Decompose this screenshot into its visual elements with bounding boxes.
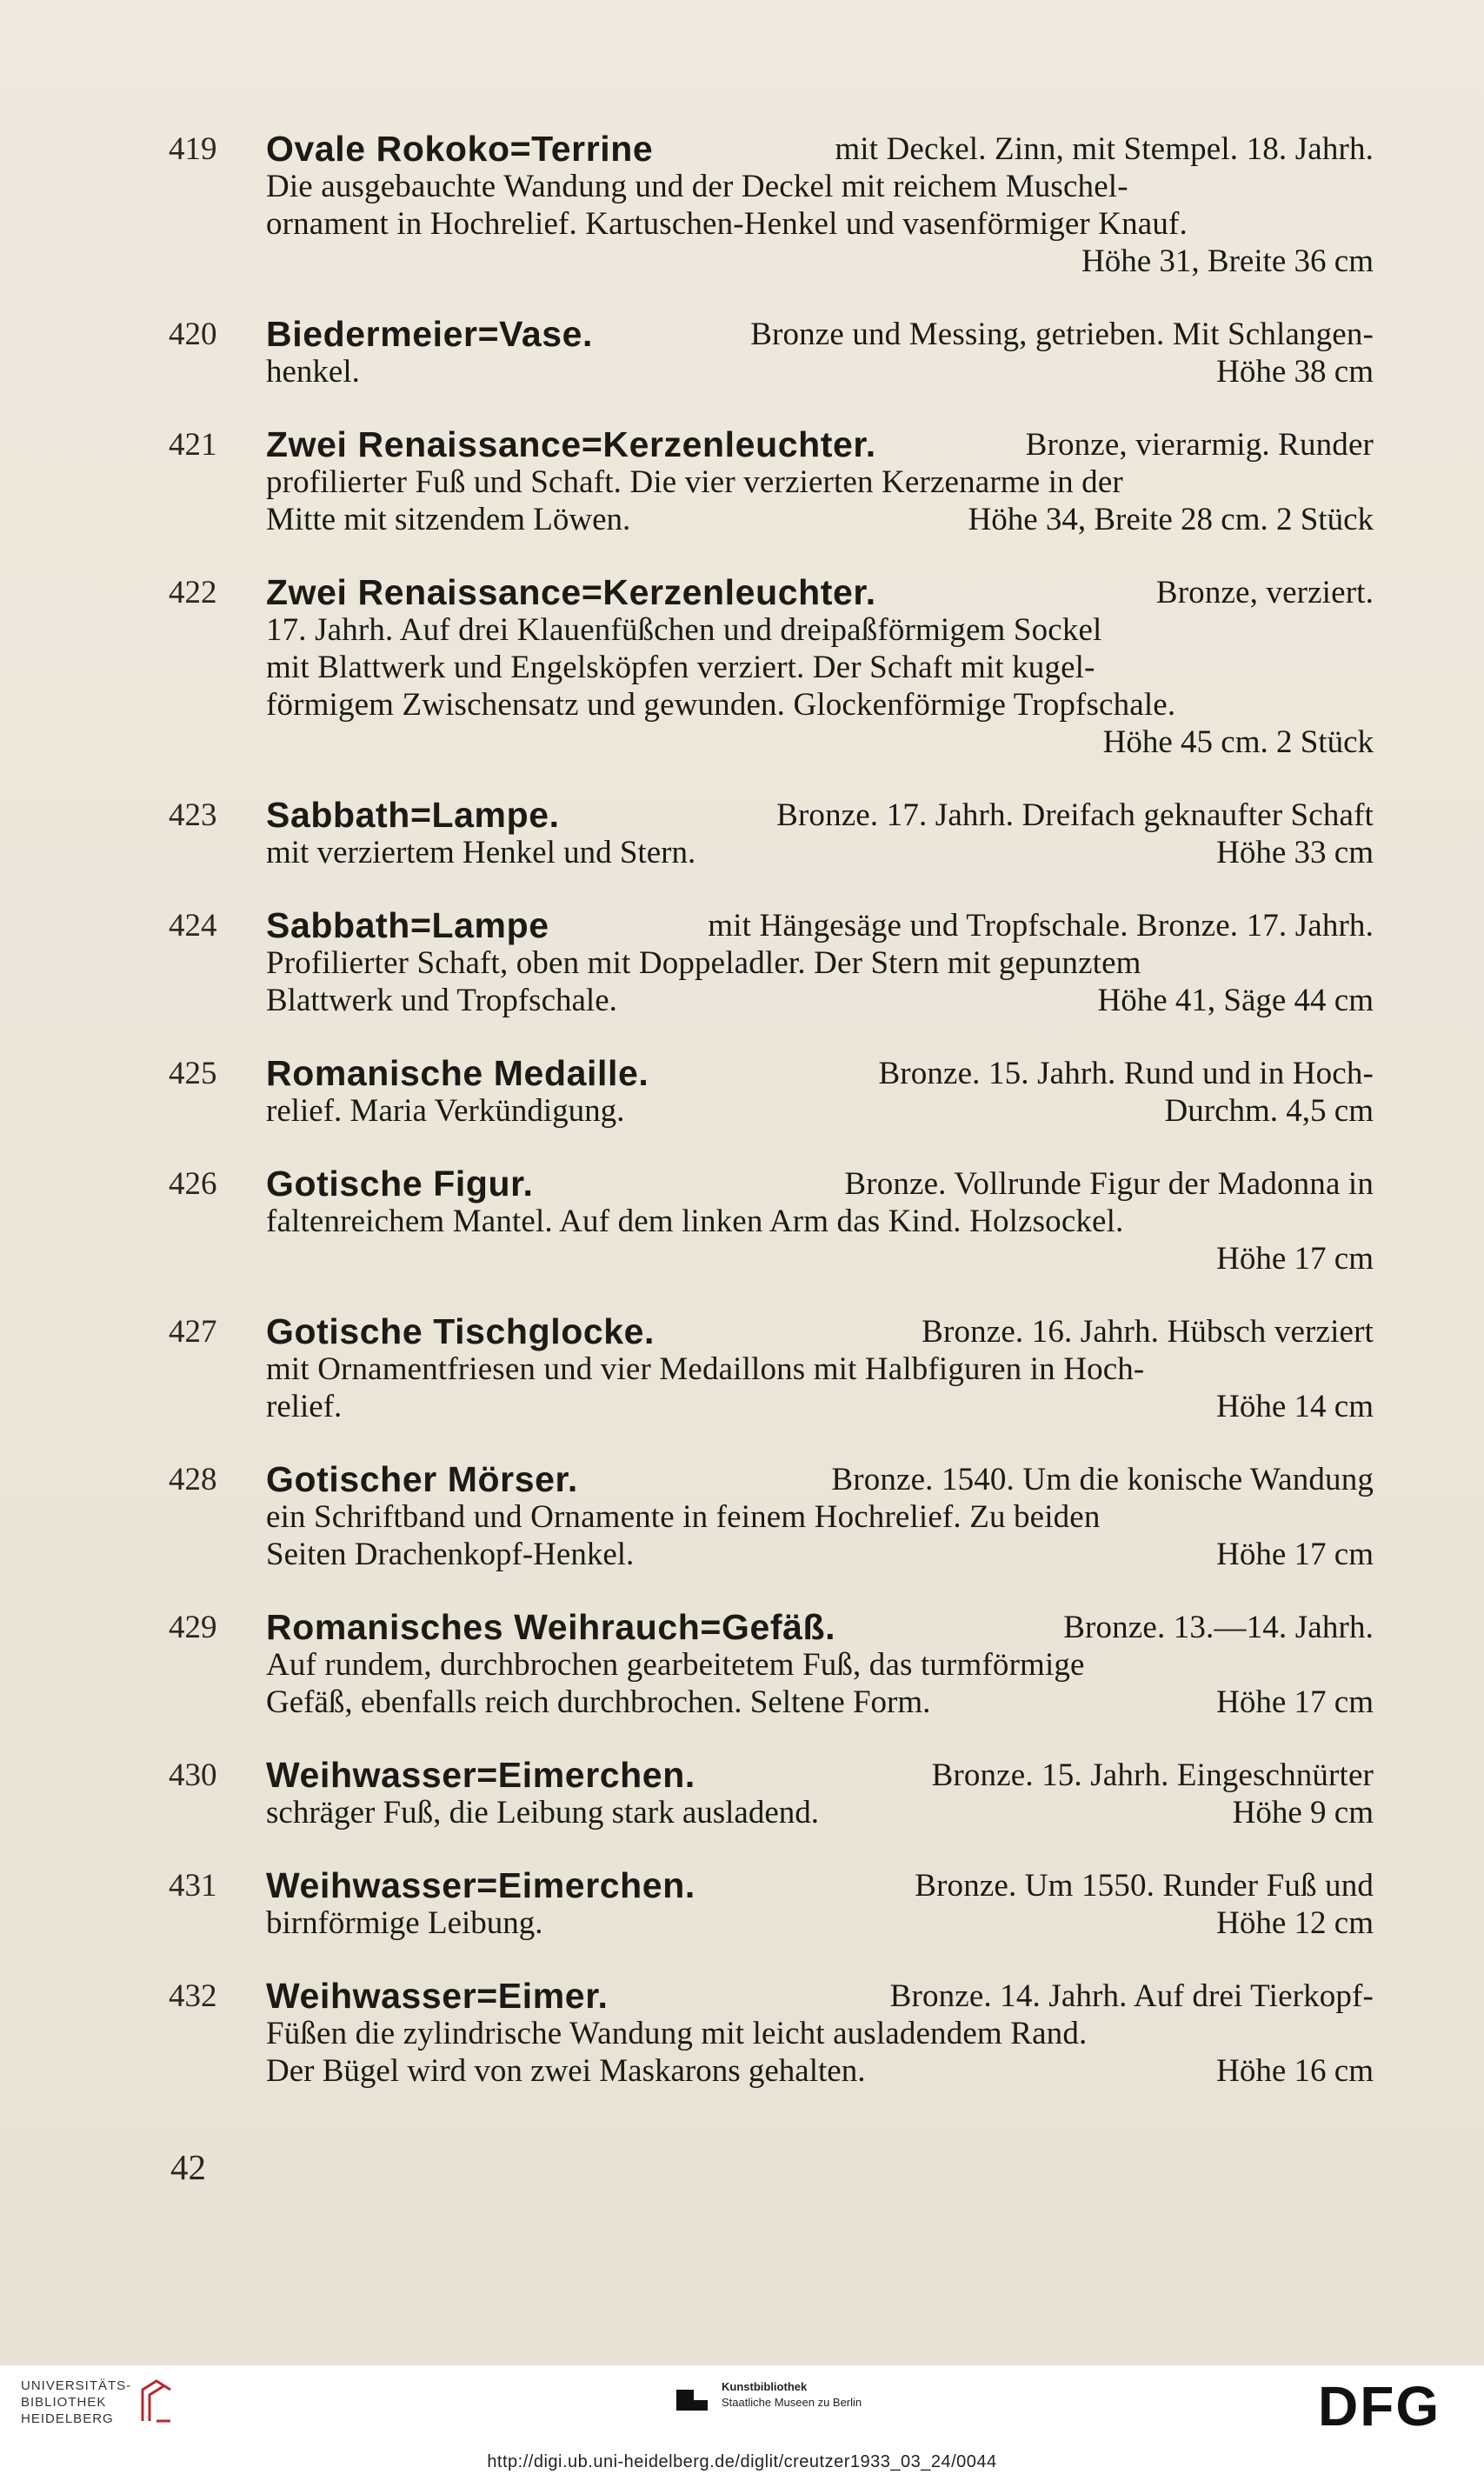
footer-bar: [0, 2365, 1484, 2481]
entry-line: [266, 1498, 1374, 1536]
entry-line: [266, 649, 1374, 686]
entry-title: Biedermeier=Vase.: [266, 314, 594, 354]
entry-text: birnförmige Leibung.: [266, 1905, 543, 1941]
entry-text: profilierter Fuß und Schaft. Die vier verzierten Kerzenarme in der: [266, 464, 1123, 500]
entry-number: 429: [169, 1610, 217, 1645]
entry-number: 420: [169, 317, 217, 352]
entry-text: Mitte mit sitzendem Löwen.: [266, 502, 631, 537]
entry-text: Bronze, verziert.: [1155, 575, 1374, 610]
catalog-entry: [169, 1165, 1374, 1277]
entry-dimensions: Höhe 17 cm: [1216, 1241, 1374, 1277]
entry-line: [266, 130, 1374, 168]
entry-text: mit verziertem Henkel und Stern.: [266, 835, 696, 870]
entry-number: 427: [169, 1314, 217, 1350]
entry-dimensions-line: [266, 243, 1374, 280]
entry-description: [266, 797, 1374, 871]
entry-line: [266, 1351, 1374, 1388]
entry-dimensions: Höhe 45 cm. 2 Stück: [1102, 724, 1374, 760]
entry-text: mit Hängesäge und Tropfschale. Bronze. 17. Jahrh.: [708, 908, 1374, 944]
entry-dimensions: Höhe 9 cm: [1232, 1795, 1374, 1831]
entry-number: 424: [169, 908, 217, 944]
entry-line: [266, 1055, 1374, 1092]
entry-text: Bronze. 15. Jahrh. Rund und in Hoch-: [878, 1056, 1374, 1091]
entry-line: [266, 1461, 1374, 1498]
entry-description: [266, 426, 1374, 538]
entry-text: Bronze, vierarmig. Runder: [1025, 427, 1374, 463]
entry-dimensions-line: [266, 724, 1374, 761]
entry-line: [266, 1313, 1374, 1351]
entry-line: [266, 1203, 1374, 1240]
entry-text: mit Blattwerk und Engelsköpfen verziert. Der Schaft mit kugel-: [266, 650, 1095, 685]
kb-title: Kunstbibliothek: [722, 2380, 808, 2393]
catalog-entry: [169, 316, 1374, 390]
entry-line: [266, 1867, 1374, 1904]
entry-text: Bronze. 17. Jahrh. Dreifach geknaufter Schaft: [776, 797, 1374, 833]
entry-line: [266, 1977, 1374, 2015]
entry-text: Bronze. Vollrunde Figur der Madonna in: [844, 1166, 1374, 1202]
catalog-entry: [169, 1609, 1374, 1721]
entry-description: [266, 574, 1374, 761]
entry-dimensions-line: [266, 2052, 1374, 2090]
entry-text: Bronze. 16. Jahrh. Hübsch verziert: [922, 1314, 1374, 1350]
entry-number: 430: [169, 1757, 217, 1793]
entry-line: [266, 611, 1374, 649]
ub-heidelberg-logo-icon[interactable]: [139, 2378, 174, 2426]
entry-line: [266, 797, 1374, 834]
entry-text: Bronze und Messing, getrieben. Mit Schlangen-: [750, 317, 1374, 352]
entry-text: mit Ornamentfriesen und vier Medaillons mit Halbfiguren in Hoch-: [266, 1351, 1145, 1387]
catalog-entry: [169, 1055, 1374, 1130]
ub-line-1: UNIVERSITÄTS-: [21, 2378, 132, 2393]
catalog-entry: [169, 907, 1374, 1019]
entry-text: Seiten Drachenkopf-Henkel.: [266, 1537, 635, 1572]
entry-text: Bronze. 13.—14. Jahrh.: [1063, 1610, 1374, 1645]
entry-dimensions: Höhe 17 cm: [1216, 1537, 1374, 1572]
entry-line: [266, 944, 1374, 982]
entry-line: [266, 1165, 1374, 1203]
catalog-entry: [169, 574, 1374, 761]
entry-title: Romanisches Weihrauch=Gefäß.: [266, 1607, 836, 1647]
entry-dimensions-line: [266, 501, 1374, 538]
entry-title: Ovale Rokoko=Terrine: [266, 129, 654, 169]
entry-dimensions-line: [266, 982, 1374, 1019]
entry-text: Bronze. Um 1550. Runder Fuß und: [915, 1868, 1374, 1904]
catalog-entry: [169, 130, 1374, 280]
entry-line: [266, 686, 1374, 724]
entry-description: [266, 1055, 1374, 1130]
entry-dimensions-line: [266, 1240, 1374, 1277]
entry-dimensions-line: [266, 834, 1374, 871]
entry-dimensions-line: [266, 1794, 1374, 1831]
entry-dimensions: Höhe 33 cm: [1216, 835, 1374, 870]
entry-text: Bronze. 1540. Um die konische Wandung: [831, 1462, 1374, 1497]
entry-line: [266, 1757, 1374, 1794]
entry-title: Gotische Tischglocke.: [266, 1311, 655, 1351]
entry-dimensions-line: [266, 353, 1374, 390]
entry-description: [266, 1867, 1374, 1942]
entry-title: Sabbath=Lampe: [266, 905, 549, 945]
entry-dimensions-line: [266, 1388, 1374, 1425]
entry-description: [266, 1977, 1374, 2090]
entry-title: Zwei Renaissance=Kerzenleuchter.: [266, 572, 876, 612]
entry-text: förmigem Zwischensatz und gewunden. Glockenförmige Tropfschale.: [266, 687, 1176, 723]
entry-line: [266, 907, 1374, 944]
entry-text: relief.: [266, 1389, 343, 1424]
entry-title: Gotischer Mörser.: [266, 1459, 578, 1499]
catalog-entry: [169, 1867, 1374, 1942]
entry-line: [266, 168, 1374, 205]
entry-dimensions: Höhe 14 cm: [1216, 1389, 1374, 1424]
entry-text: Füßen die zylindrische Wandung mit leicht ausladendem Rand.: [266, 2016, 1088, 2051]
dfg-logo[interactable]: DFG: [1318, 2375, 1441, 2438]
page-number: 42: [170, 2147, 206, 2187]
entry-text: Gefäß, ebenfalls reich durchbrochen. Seltene Form.: [266, 1684, 931, 1720]
ub-line-2: BIBLIOTHEK: [21, 2395, 107, 2410]
entry-line: [266, 316, 1374, 353]
entry-text: schräger Fuß, die Leibung stark ausladend.: [266, 1795, 820, 1831]
entry-text: mit Deckel. Zinn, mit Stempel. 18. Jahrh.: [835, 131, 1374, 167]
entry-title: Gotische Figur.: [266, 1164, 534, 1204]
catalog-entry: [169, 797, 1374, 871]
entry-number: 421: [169, 427, 217, 463]
kunstbibliothek-icon: [675, 2378, 709, 2412]
entry-dimensions: Höhe 41, Säge 44 cm: [1097, 983, 1374, 1018]
entry-dimensions: Höhe 34, Breite 28 cm. 2 Stück: [968, 502, 1374, 537]
entry-text: Der Bügel wird von zwei Maskarons gehalten.: [266, 2053, 866, 2089]
entry-number: 419: [169, 131, 217, 167]
entry-line: [266, 1646, 1374, 1684]
entry-number: 422: [169, 575, 217, 610]
entry-text: ein Schriftband und Ornamente in feinem Hochrelief. Zu beiden: [266, 1499, 1101, 1535]
entry-text: Profilierter Schaft, oben mit Doppeladler. Der Stern mit gepunztem: [266, 945, 1141, 981]
entry-dimensions-line: [266, 1904, 1374, 1942]
entry-text: henkel.: [266, 354, 360, 390]
entry-dimensions-line: [266, 1684, 1374, 1721]
ub-line-3: HEIDELBERG: [21, 2411, 114, 2426]
entry-number: 423: [169, 797, 217, 833]
catalog-entry: [169, 1977, 1374, 2090]
entry-description: [266, 1461, 1374, 1573]
entry-number: 432: [169, 1978, 217, 2014]
entry-dimensions: Höhe 38 cm: [1216, 354, 1374, 390]
entry-dimensions: Höhe 31, Breite 36 cm: [1081, 243, 1374, 279]
entry-title: Zwei Renaissance=Kerzenleuchter.: [266, 424, 876, 464]
entry-title: Romanische Medaille.: [266, 1053, 649, 1093]
entry-title: Weihwasser=Eimer.: [266, 1976, 609, 2016]
entry-dimensions-line: [266, 1536, 1374, 1573]
entry-dimensions: Höhe 17 cm: [1216, 1684, 1374, 1720]
catalog-entry: [169, 1757, 1374, 1831]
entry-dimensions: Durchm. 4,5 cm: [1164, 1093, 1374, 1129]
entry-line: [266, 464, 1374, 501]
entry-description: [266, 907, 1374, 1019]
entry-text: 17. Jahrh. Auf drei Klauenfüßchen und dreipaßförmigem Sockel: [266, 612, 1102, 648]
entry-title: Weihwasser=Eimerchen.: [266, 1865, 695, 1905]
source-url-link[interactable]: http://digi.ub.uni-heidelberg.de/diglit/creutzer1933_03_24/0044: [487, 2452, 997, 2471]
entry-dimensions: Höhe 12 cm: [1216, 1905, 1374, 1941]
catalog-entries: [169, 130, 1374, 2125]
entry-description: [266, 130, 1374, 280]
catalog-entry: [169, 426, 1374, 538]
catalog-entry: [169, 1313, 1374, 1425]
kb-subtitle: Staatliche Museen zu Berlin: [722, 2396, 862, 2409]
entry-description: [266, 1313, 1374, 1425]
entry-number: 425: [169, 1056, 217, 1091]
entry-text: Die ausgebauchte Wandung und der Deckel mit reichem Muschel-: [266, 169, 1128, 204]
entry-title: Weihwasser=Eimerchen.: [266, 1755, 695, 1795]
entry-line: [266, 205, 1374, 243]
entry-text: relief. Maria Verkündigung.: [266, 1093, 625, 1129]
entry-dimensions: Höhe 16 cm: [1216, 2053, 1374, 2089]
entry-title: Sabbath=Lampe.: [266, 795, 560, 835]
entry-text: ornament in Hochrelief. Kartuschen-Henkel und vasenförmiger Knauf.: [266, 206, 1188, 242]
entry-description: [266, 1165, 1374, 1277]
entry-number: 426: [169, 1166, 217, 1202]
entry-line: [266, 2015, 1374, 2052]
entry-number: 428: [169, 1462, 217, 1497]
kunstbibliothek-logo[interactable]: [675, 2378, 862, 2412]
entry-line: [266, 574, 1374, 611]
entry-text: Blattwerk und Tropfschale.: [266, 983, 617, 1018]
entry-text: Bronze. 15. Jahrh. Eingeschnürter: [931, 1757, 1374, 1793]
ub-heidelberg-logo-text[interactable]: [21, 2378, 131, 2427]
entry-text: faltenreichem Mantel. Auf dem linken Arm das Kind. Holzsockel.: [266, 1204, 1124, 1239]
entry-description: [266, 1609, 1374, 1721]
entry-description: [266, 1757, 1374, 1831]
entry-line: [266, 426, 1374, 464]
catalog-entry: [169, 1461, 1374, 1573]
entry-description: [266, 316, 1374, 390]
entry-text: Bronze. 14. Jahrh. Auf drei Tierkopf-: [889, 1978, 1374, 2014]
entry-text: Auf rundem, durchbrochen gearbeitetem Fuß, das turmförmige: [266, 1647, 1085, 1683]
entry-number: 431: [169, 1868, 217, 1904]
entry-dimensions-line: [266, 1092, 1374, 1130]
entry-line: [266, 1609, 1374, 1646]
